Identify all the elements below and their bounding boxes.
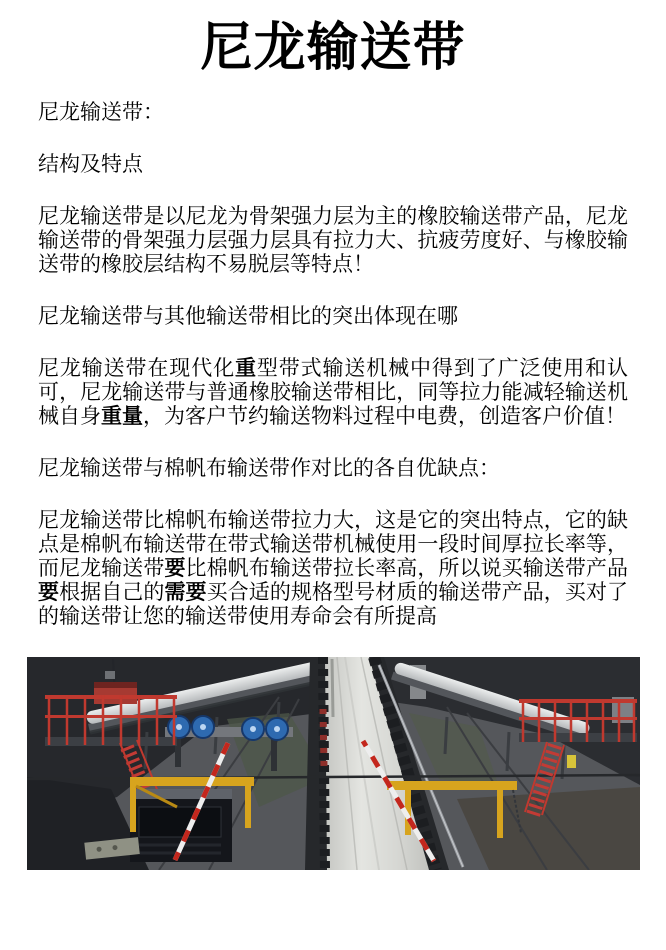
paragraph <box>38 153 628 177</box>
paragraph <box>38 509 628 629</box>
pulley-post <box>271 737 277 771</box>
yellow-leg <box>130 786 136 832</box>
paragraph <box>38 357 628 429</box>
paragraph <box>38 457 628 481</box>
keyword-bold: 要 <box>164 557 186 581</box>
mast-box <box>105 671 115 679</box>
text-run: 买合适的规格型号材质的输送带产品，买对了的输送带让您的输送带使用寿命会有所提高 <box>38 581 629 629</box>
text-run: 尼龙输送带与其他输送带相比的突出体现在哪 <box>38 305 458 329</box>
text-run: 结构及特点 <box>38 153 143 177</box>
text-run: 型带式输送机械中得到了广泛使用和认可，尼龙输送带与普通橡胶输送带相比，同等拉力能减轻输送机械自身 <box>38 357 629 429</box>
page-title: 尼龙输送带 <box>200 19 466 77</box>
yellow-leg <box>497 790 503 838</box>
conveyor-site-photo <box>27 657 640 870</box>
text-run: 比棉帆布输送带拉长率高，所以说买输送带产品 <box>185 557 629 581</box>
text-run: 尼龙输送带比棉帆布输送带拉力大，这是它的突出特点，它的缺点是棉帆布输送带在带式输送带机械使用一段时间厚拉长率等，而尼龙输送带 <box>38 509 628 581</box>
yellow-beam <box>387 781 517 790</box>
yellow-leg <box>245 786 251 828</box>
text-run: 根据自己的 <box>59 581 165 605</box>
paragraph <box>38 205 628 277</box>
pulley-hub <box>176 724 182 730</box>
yellow-beam <box>130 777 254 786</box>
text-run: 尼龙输送带是以尼龙为骨架强力层为主的橡胶输送带产品，尼龙输送带的骨架强力层强力层具有拉力大、抗疲劳度好、与橡胶输送带的橡胶层结构不易脱层等特点！ <box>38 205 628 277</box>
gantry-leg <box>507 732 509 771</box>
machine-panel <box>139 807 221 837</box>
conveyor-photo-canvas <box>27 657 640 870</box>
article-body <box>0 101 666 629</box>
text-run: ，为客户节约输送物料过程中电费，创造客户价值！ <box>143 405 626 429</box>
article-page <box>0 20 666 870</box>
yellow-sign <box>567 755 576 768</box>
keyword-bold: 要 <box>38 581 60 605</box>
text-run: 尼龙输送带与棉帆布输送带作对比的各自优缺点： <box>38 457 500 481</box>
red-hopper-top <box>94 682 137 688</box>
pulley-hub <box>274 726 280 732</box>
keyword-bold: 重 <box>234 357 257 381</box>
paragraph <box>38 305 628 329</box>
pulley-hub <box>250 726 256 732</box>
text-run: 尼龙输送带在现代化 <box>38 357 235 381</box>
gantry-leg <box>445 717 447 754</box>
ground-right-brown <box>457 787 640 870</box>
paragraph <box>38 101 628 125</box>
belt-smudge <box>332 659 333 717</box>
keyword-bold: 重量 <box>101 405 143 429</box>
pulley-hub <box>200 724 206 730</box>
keyword-bold: 需要 <box>164 581 207 605</box>
text-run: 尼龙输送带： <box>38 101 164 125</box>
